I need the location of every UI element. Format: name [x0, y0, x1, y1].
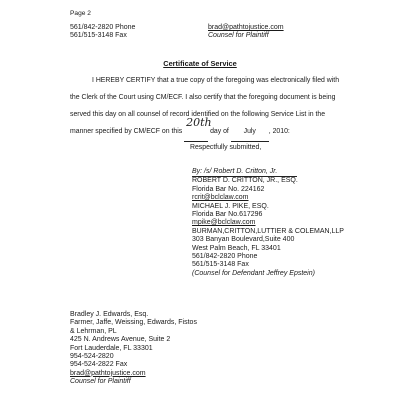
date-month: July — [231, 124, 269, 142]
closing-text: Respectfully submitted, — [190, 144, 262, 151]
header-fax: 561/515-3148 Fax — [70, 32, 127, 40]
signature-block-line: By: /s/ Robert D. Critton, Jr. — [192, 168, 297, 177]
service-list-line: & Lehrman, PL — [70, 327, 117, 335]
date-day-blank — [184, 116, 212, 142]
service-list-line: 425 N. Andrews Avenue, Suite 2 — [70, 336, 171, 344]
page-label: Page 2 — [70, 10, 91, 17]
signature-block-line: ROBERT D. CRITTON, JR., ESQ. — [192, 177, 298, 185]
header-email-link[interactable]: brad@pathtojustice.com — [208, 24, 284, 31]
signature-block-line: BURMAN,CRITTON,LUTTIER & COLEMAN,LLP — [192, 227, 344, 235]
signature-block-line[interactable]: rcrit@bclclaw.com — [192, 194, 249, 202]
signature-block — [192, 168, 344, 278]
header-contact-left — [70, 24, 135, 41]
date-year: , 2010: — [268, 128, 290, 135]
signature-block-line: 561/515-3148 Fax — [192, 261, 249, 269]
service-list-line: Bradley J. Edwards, Esq. — [70, 311, 149, 318]
service-list-line: Fort Lauderdale, FL 33301 — [70, 344, 153, 352]
date-day-handwritten: 20th — [186, 116, 212, 129]
signature-block-line[interactable]: mpike@bclclaw.com — [192, 219, 256, 227]
date-mid: day of — [210, 128, 229, 135]
signature-block-line: 561/842-2820 Phone — [192, 253, 258, 261]
service-list-line: Farmer, Jaffe, Weissing, Edwards, Fistos — [70, 319, 197, 327]
signature-block-line: 303 Banyan Boulevard,Suite 400 — [192, 236, 295, 244]
signature-block-line: MICHAEL J. PIKE, ESQ. — [192, 202, 269, 210]
service-list-line: 954-524-2820 — [70, 353, 114, 361]
certificate-line-3: served this day on all counsel of record identified on the following Service List in the — [70, 111, 326, 118]
signature-block-line: Florida Bar No. 224162 — [192, 185, 265, 193]
certificate-line-1: I HEREBY CERTIFY that a true copy of the foregoing was electronically filed with — [92, 77, 340, 84]
header-contact-right — [208, 24, 284, 41]
certificate-date-line — [70, 116, 290, 142]
signature-block-line: West Palm Beach, FL 33401 — [192, 244, 281, 252]
signature-block-line: (Counsel for Defendant Jeffrey Epstein) — [192, 269, 315, 277]
signature-block-line: Florida Bar No.617296 — [192, 211, 263, 219]
service-list-line: Counsel for Plaintiff — [70, 378, 131, 386]
service-list-line: 954-524-2822 Fax — [70, 361, 128, 369]
header-phone: 561/842-2820 Phone — [70, 24, 136, 31]
certificate-title: Certificate of Service — [163, 59, 237, 68]
header-counsel: Counsel for Plaintiff — [208, 32, 269, 40]
service-list-line[interactable]: brad@pathtojustice.com — [70, 369, 146, 377]
date-line-prefix: manner specified by CM/ECF on this — [70, 128, 183, 135]
certificate-line-2: the Clerk of the Court using CM/ECF. I also certify that the foregoing document is being — [70, 94, 336, 101]
service-list-block — [70, 311, 197, 387]
